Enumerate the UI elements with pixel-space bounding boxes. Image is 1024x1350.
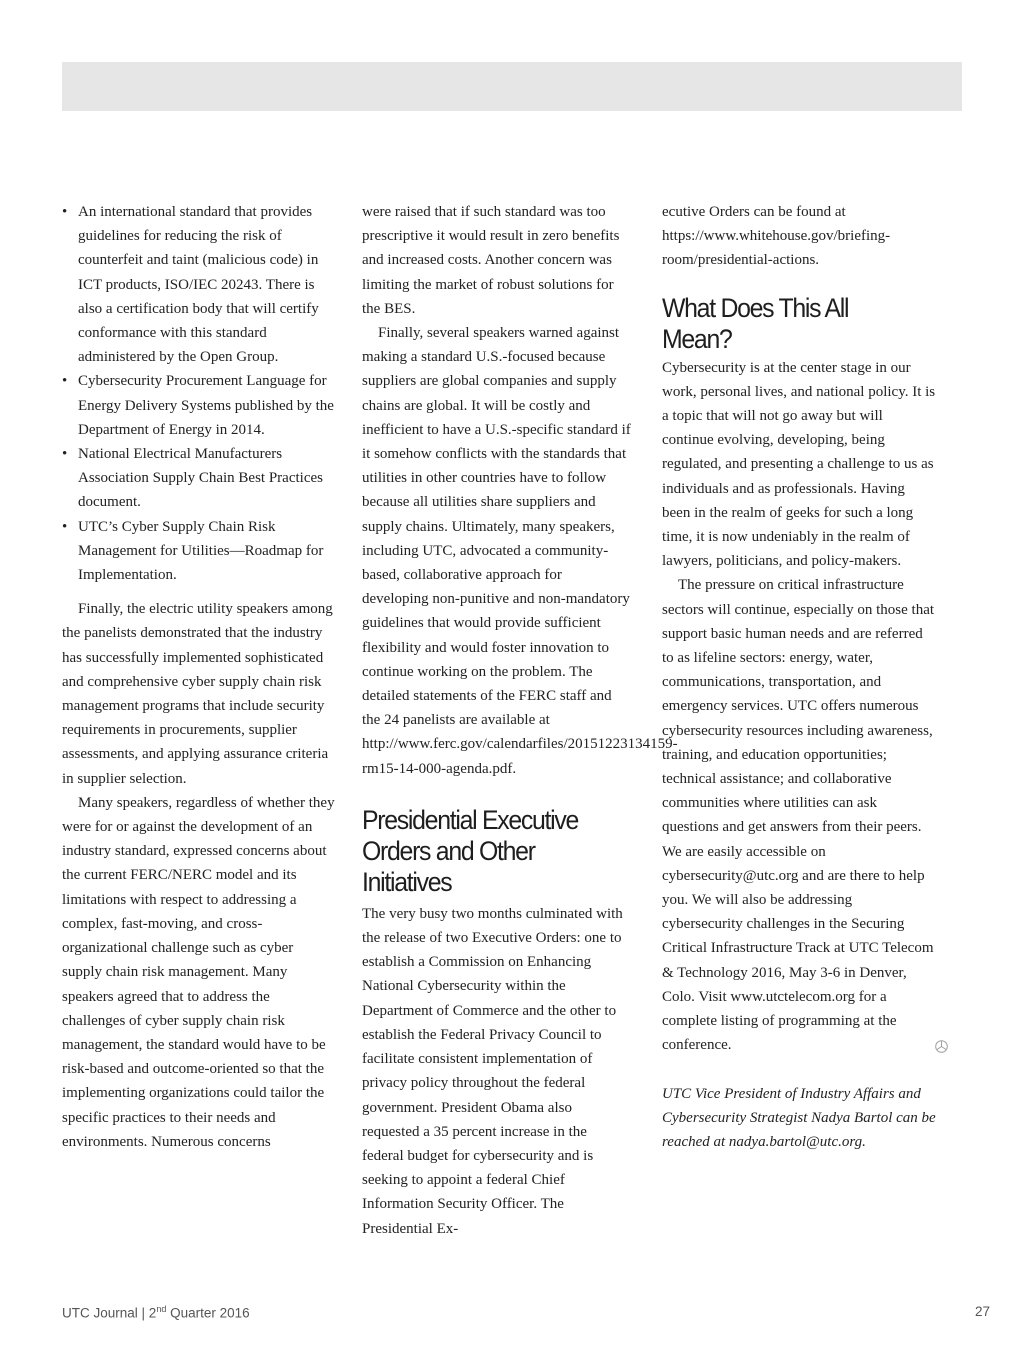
article-column-1 <box>62 200 336 1154</box>
paragraph-text: The pressure on critical infrastructure sectors will continue, especially on those that support basic human needs and are referred to as lifeline sectors: energy, water, communications, transportation, and emergency services. UTC offers numerous cybersecurity resources including awareness, training, and education opportunities; technical assistance; and collaborative communities where utilities can ask questions and get answers from their peers. We are easily accessible on cybersecurity@utc.org and are there to help you. We will also be addressing cybersecurity challenges in the Securing Critical Infrastructure Track at UTC Telecom & Technology 2016, May 3-6 in Denver, Colo. Visit www.utctelecom.org for a complete listing of programming at the conference. <box>662 577 935 1054</box>
list-item <box>62 200 336 369</box>
section-heading: What Does This All Mean? <box>662 292 849 354</box>
body-paragraph: Finally, several speakers warned against making a standard U.S.-focused because suppliers are global companies and supply chains are global. It will be costly and inefficient to have a U.S.-specific standard if it somehow conflicts with the standards that utilities in other countries have to follow because all utilities share suppliers and supply chains. Ultimately, many speakers, including UTC, advocated a community-based, collaborative approach for developing non-punitive and non-mandatory guidelines that would provide sufficient flexibility and would foster innovation to continue working on the problem. The detailed statements of the FERC staff and the 24 panelists are available at http://www.ferc.gov/calendarfiles/20151223134159-rm15-14-000-agenda.pdf. <box>362 325 678 777</box>
bullet-icon: • <box>62 446 68 463</box>
footer-separator: | <box>137 1305 149 1321</box>
body-paragraph: Cybersecurity is at the center stage in our work, personal lives, and national policy. It is a topic that will not go away but will continue evolving, developing, being regulated, and presenting a challenge to us as individuals and as professionals. Having been in the realm of geeks for such a long time, it is now undeniably in the realm of lawyers, politicians, and policy-makers. <box>662 359 936 570</box>
list-item-text: UTC’s Cyber Supply Chain Risk Management for Utilities—Roadmap for Implementation. <box>78 518 324 584</box>
issue-quarter: Quarter 2016 <box>166 1305 250 1321</box>
body-paragraph: ecutive Orders can be found at https://www.whitehouse.gov/briefing-room/presidential-actions. <box>662 204 891 269</box>
list-item-text: Cybersecurity Procurement Language for Energy Delivery Systems published by the Department of Energy in 2014. <box>78 373 334 438</box>
list-item <box>62 442 336 515</box>
list-item-text: An international standard that provides guidelines for reducing the risk of counterfeit and taint (malicious code) in ICT products, ISO/IEC 20243. There is also a certification body that will certify conformance with this standard administered by the Open Group. <box>78 204 319 366</box>
article-column-2 <box>362 200 678 1241</box>
body-paragraph <box>662 573 936 1057</box>
standards-list <box>62 200 336 587</box>
list-item <box>62 515 336 588</box>
issue-ordinal: 2 <box>148 1305 157 1321</box>
article-column-3 <box>662 200 936 1154</box>
list-item-text: National Electrical Manufacturers Association Supply Chain Best Practices document. <box>78 446 323 511</box>
header-band <box>62 62 962 111</box>
bullet-icon: • <box>62 204 68 220</box>
body-paragraph: were raised that if such standard was too prescriptive it would result in zero benefits and increased costs. Another concern was limiting the market of robust solutions for the BES. <box>362 204 620 317</box>
page-number: 27 <box>975 1304 991 1319</box>
footer-publication <box>62 1304 250 1321</box>
body-paragraph: The very busy two months culminated with the release of two Executive Orders: one to establish a Commission on Enhancing National Cybersecurity within the Department of Commerce and the other to establish the Federal Privacy Council to facilitate consistent implementation of privacy policy throughout the federal government. President Obama also requested a 35 percent increase in the federal budget for cybersecurity and is seeking to appoint a federal Chief Information Security Officer. The Presidential Ex- <box>362 905 623 1237</box>
author-bio: UTC Vice President of Industry Affairs and Cybersecurity Strategist Nadya Bartol can be reached at nadya.bartol@utc.org. <box>662 1085 936 1150</box>
issue-ordinal-suffix: nd <box>156 1304 167 1314</box>
body-paragraph: Many speakers, regardless of whether they were for or against the development of an industry standard, expressed concerns about the current FERC/NERC model and its limitations with respect to addressing a complex, fast-moving, and cross-organizational challenge such as cyber supply chain risk management. Many speakers agreed that to address the challenges of cyber supply chain risk management, the standard would have to be risk-based and outcome-oriented so that the implementing organizations could tailor the specific practices to their needs and environments. Numerous concerns <box>62 794 335 1150</box>
section-heading: Presidential Executive Orders and Other Initiatives <box>362 804 579 897</box>
bullet-icon: • <box>62 373 68 390</box>
body-paragraph: Finally, the electric utility speakers among the panelists demonstrated that the industry has successfully implemented sophisticated and comprehensive cyber supply chain risk management programs that include security requirements in procurements, supplier assessments, and applying assurance criteria in supplier selection. <box>62 601 333 787</box>
list-item <box>62 369 336 442</box>
journal-name: UTC Journal <box>62 1305 138 1321</box>
bullet-icon: • <box>62 518 68 535</box>
end-of-article-icon <box>919 1037 932 1050</box>
